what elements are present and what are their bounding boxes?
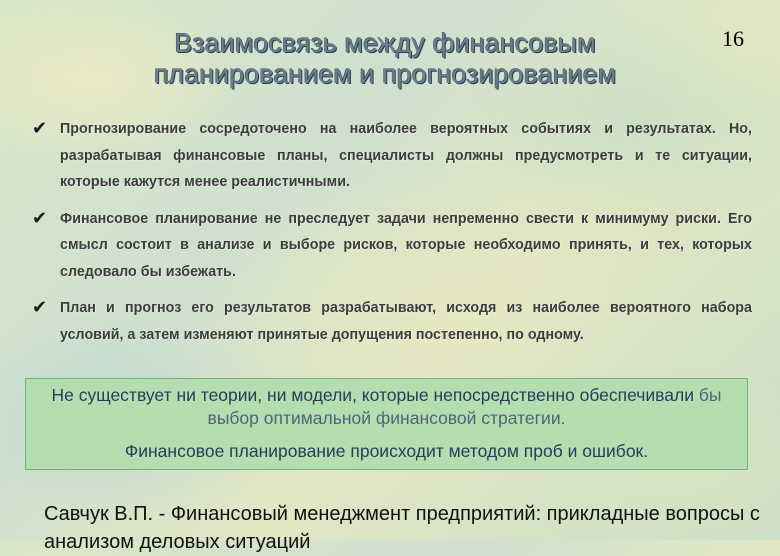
slide-number: 16 (722, 26, 744, 51)
callout-box (25, 378, 748, 470)
bullet-item (32, 116, 752, 196)
callout-line-1-text: Не существует ни теории, ни модели, которые непосредственно обеспечивали (51, 385, 694, 405)
callout-line-1-highlight: бы выбор оптимальной финансовой стратегии. (207, 385, 722, 428)
checkmark-icon: ✔ (32, 207, 48, 229)
bullet-list (32, 116, 752, 358)
slide-title (60, 28, 710, 90)
callout-line-1 (26, 384, 747, 430)
checkmark-icon: ✔ (32, 297, 48, 318)
bullet-text: План и прогноз его результатов разрабатывают, исходя из наиболее вероятного набора условий, а затем изменяют принятые допущения постепенно, по одному. (60, 300, 752, 343)
bullet-text: Финансовое планирование не преследует задачи непременно свести к минимуму риски. Его смысл состоит в анализе и выборе рисков, которые необходимо принять, и тех, которых следовало бы избежать. (60, 210, 752, 280)
slide-title-line-1: Взаимосвязь между финансовым (174, 28, 596, 58)
bullet-item (32, 206, 752, 286)
bullet-item (32, 295, 752, 348)
bullet-text: Прогнозирование сосредоточено на наиболее вероятных событиях и результатах. Но, разрабатывая финансовые планы, специалисты должны предусмотреть и те ситуации, которые кажутся менее реалистичными. (60, 121, 752, 190)
callout-line-2: Финансовое планирование происходит методом проб и ошибок. (124, 441, 649, 461)
checkmark-icon: ✔ (32, 118, 48, 139)
source-citation: Савчук В.П. - Финансовый менеджмент предприятий: прикладные вопросы с анализом деловых ситуаций (44, 503, 760, 553)
slide-title-line-2: планированием и прогнозированием (153, 59, 617, 89)
